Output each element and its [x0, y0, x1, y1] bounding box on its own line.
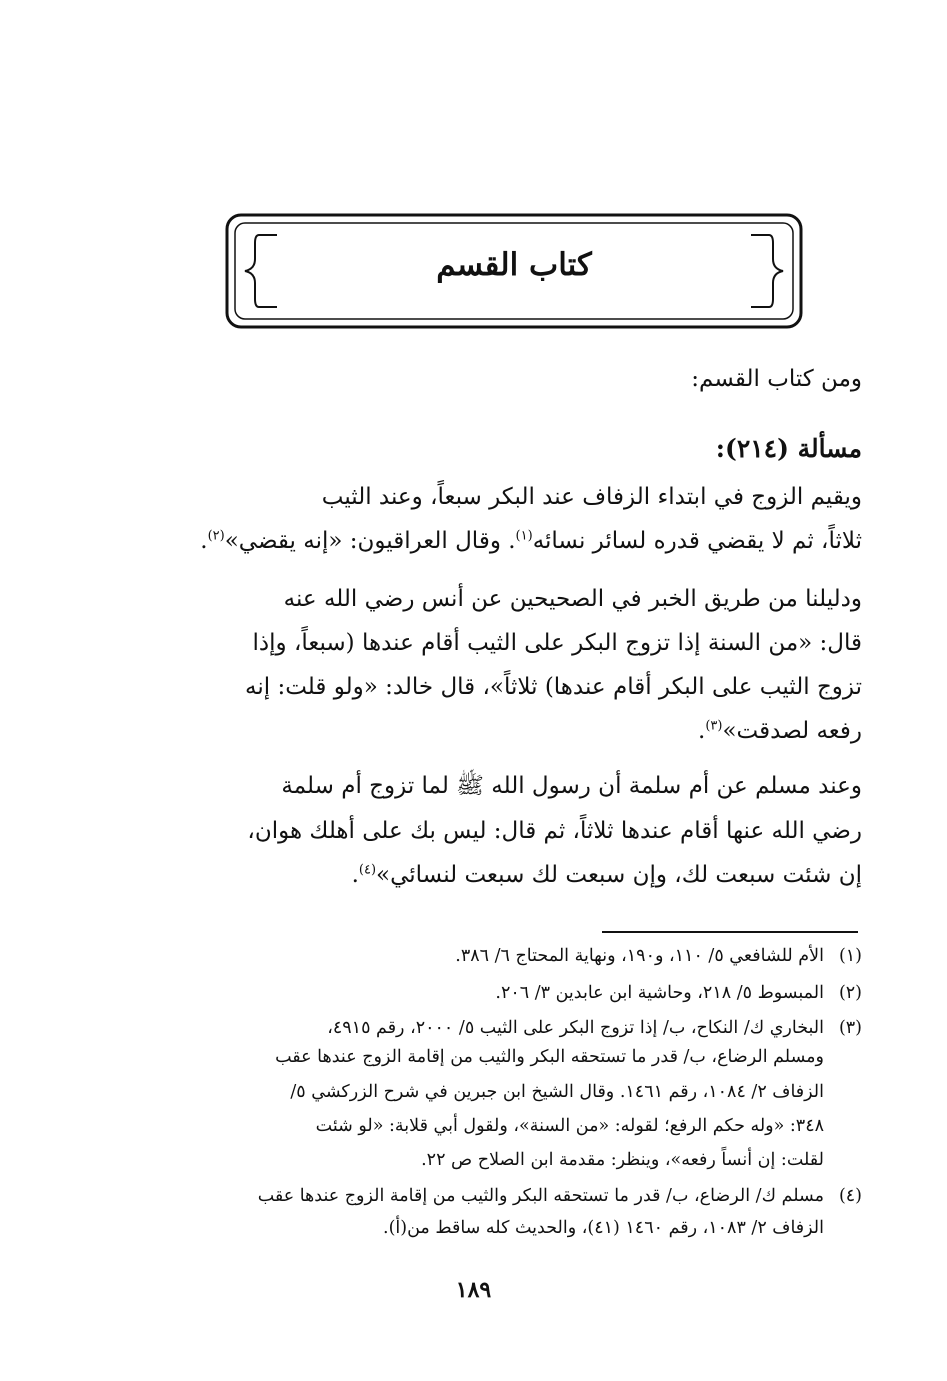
section-title: مسألة (٢١٤):	[715, 434, 862, 463]
line-text: إن شئت سبعت لك، وإن سبعت لك سبعت لنسائي»	[376, 862, 862, 888]
footnote-number: (١)	[838, 946, 862, 966]
footnote-ref: (٢)	[207, 528, 225, 544]
footnote-3-line-2: ومسلم الرضاع، ب/ قدر ما تستحقه البكر والثيب من إقامة الزوج عندها عقب	[275, 1047, 824, 1067]
page-number: ١٨٩	[455, 1277, 492, 1303]
footnote-number: (٤)	[838, 1186, 862, 1206]
paragraph-2-line-3: تزوج الثيب على البكر أقام عندها) ثلاثاً»، قال خالد: «ولو قلت: إنه	[245, 674, 862, 700]
paragraph-3-line-2: رضي الله عنها أقام عندها ثلاثاً، ثم قال: ليس بك على أهلك هوان،	[247, 818, 862, 844]
line-text: .	[698, 718, 706, 744]
footnote-text: الأم للشافعي ٥/ ١١٠، و١٩٠، ونهاية المحتاج ٦/ ٣٨٦.	[455, 946, 824, 966]
footnote-3-line-5: لقلت: إن أنساً رفعه»، وينظر: مقدمة ابن الصلاح ص ٢٢.	[421, 1150, 824, 1170]
paragraph-2-line-1: ودليلنا من طريق الخبر في الصحيحين عن أنس رضي الله عنه	[283, 586, 862, 612]
line-text: ثلاثاً، ثم لا يقضي قدره لسائر نسائه	[532, 528, 862, 554]
footnote-3	[166, 1018, 862, 1039]
chapter-title-frame	[225, 213, 803, 329]
footnote-ref: (٤)	[358, 862, 377, 878]
paragraph-3-line-3	[352, 862, 862, 890]
intro-line: ومن كتاب القسم:	[691, 366, 862, 392]
footnote-3-line-3: الزفاف ٢/ ١٠٨٤، رقم ١٤٦١. وقال الشيخ ابن جبرين في شرح الزركشي ٥/	[290, 1082, 824, 1102]
footnote-1	[166, 946, 862, 967]
footnote-number: (٣)	[838, 1018, 862, 1038]
footnote-4-line-2: الزفاف ٢/ ١٠٨٣، رقم ١٤٦٠ (٤١)، والحديث كله ساقط من(أ).	[383, 1218, 824, 1238]
footnote-text: مسلم ك/ الرضاع، ب/ قدر ما تستحقه البكر والثيب من إقامة الزوج عندها عقب	[257, 1186, 824, 1206]
footnote-text: البخاري ك/ النكاح، ب/ إذا تزوج البكر على الثيب ٥/ ٢٠٠٠، رقم ٤٩١٥،	[327, 1018, 824, 1038]
footnote-separator	[602, 931, 858, 933]
line-text: . وقال العراقيون: «إنه يقضي»	[224, 528, 516, 554]
paragraph-2-line-2: قال: «من السنة إذا تزوج البكر على الثيب أقام عندها (سبعاً، وإذا	[252, 630, 862, 656]
line-text: .	[200, 528, 208, 554]
line-text: رفعه لصدقت»	[722, 718, 862, 744]
footnote-ref: (١)	[515, 528, 533, 544]
footnote-3-line-4: ٣٤٨: «وله حكم الرفع؛ لقوله: «من السنة»، ولقول أبي قلابة: «لو شئت	[315, 1116, 824, 1136]
footnote-4	[166, 1186, 862, 1207]
footnote-number: (٢)	[838, 983, 862, 1003]
footnote-2	[166, 983, 862, 1004]
chapter-title: كتاب القسم	[436, 247, 592, 283]
footnote-text: المبسوط ٥/ ٢١٨، وحاشية ابن عابدين ٣/ ٢٠٦.	[495, 983, 824, 1003]
line-text: .	[351, 862, 359, 888]
paragraph-1-line-2	[200, 528, 862, 556]
footnote-ref: (٣)	[705, 718, 723, 734]
paragraph-3-line-1: وعند مسلم عن أم سلمة أن رسول الله ﷺ لما تزوج أم سلمة	[281, 773, 862, 799]
paragraph-1-line-1: ويقيم الزوج في ابتداء الزفاف عند البكر سبعاً، وعند الثيب	[321, 484, 862, 510]
paragraph-2-line-4	[698, 718, 862, 746]
